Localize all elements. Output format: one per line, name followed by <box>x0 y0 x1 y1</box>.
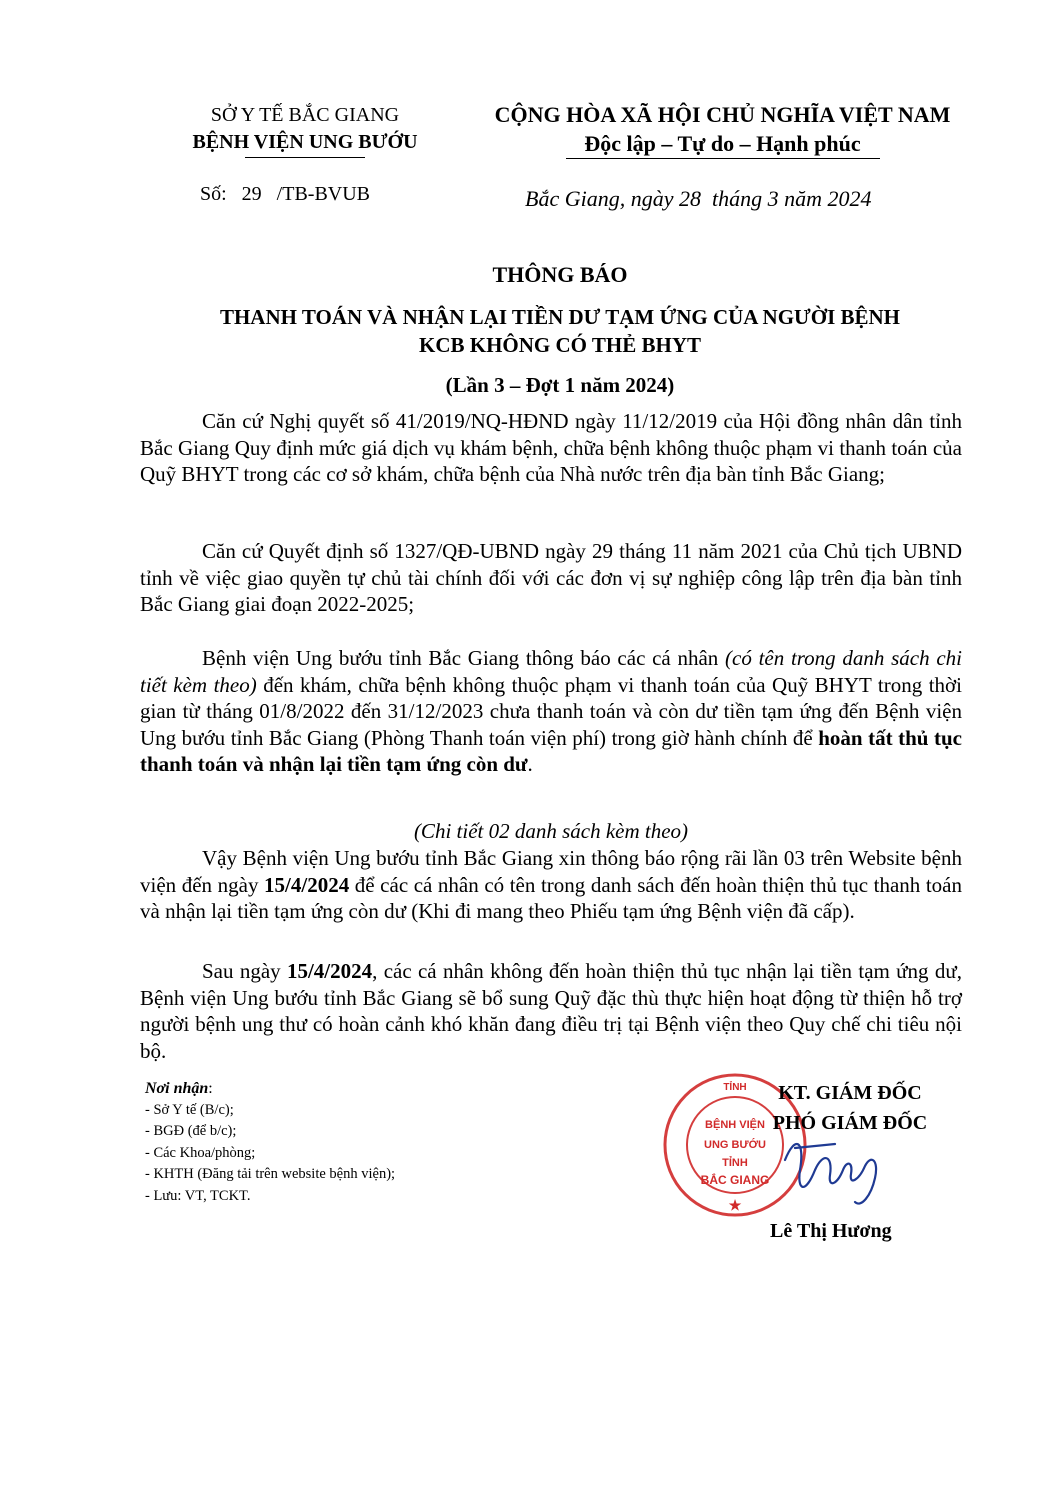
stamp-star: ★ <box>728 1197 742 1213</box>
paragraph-after-deadline <box>140 958 962 1064</box>
recipients-heading <box>145 1078 395 1100</box>
recipient-item: - Sở Y tế (B/c); <box>145 1101 234 1118</box>
motto-underline <box>566 158 880 159</box>
stamp-line-1: BỆNH VIỆN <box>705 1119 765 1131</box>
announce-deadline: 15/4/2024 <box>264 872 350 897</box>
recipient-item: - Các Khoa/phòng; <box>145 1144 256 1161</box>
stamp-top-text: TỈNH <box>723 1082 747 1093</box>
national-header <box>470 100 975 158</box>
signer-name: Lê Thị Hương <box>770 1220 892 1242</box>
after-deadline: 15/4/2024 <box>286 959 373 983</box>
recipient-item: - BGĐ (để b/c); <box>145 1123 237 1139</box>
after-text-b: , các cá nhân không đến hoàn thiện thủ tục nhận lại tiền tạm ứng dư, Bệnh viện Ung bướu tỉnh Bắc Giang sẽ bổ sung Quỹ đặc thù thực hiện hoạt động từ thiện hỗ trợ người bệnh ung thư có hoàn cảnh khó khăn đang điều trị tại Bệnh viện theo Quy chế chi tiêu nội bộ. <box>140 959 962 1063</box>
org-underline <box>245 157 365 158</box>
doc-subtitle-line1: THANH TOÁN VÀ NHẬN LẠI TIỀN DƯ TẠM ỨNG CỦA NGƯỜI BỆNH <box>219 305 901 329</box>
signature-line2: PHÓ GIÁM ĐỐC <box>772 1112 928 1134</box>
signature-title <box>745 1078 955 1138</box>
place-date: Bắc Giang, ngày 28 tháng 3 năm 2024 <box>525 186 872 211</box>
org-header <box>150 102 460 156</box>
recipients-heading-text: Nơi nhận <box>145 1080 209 1097</box>
stamp-line-2: UNG BƯỚU <box>704 1139 766 1151</box>
doc-number: Số: 29 /TB-BVUB <box>200 183 371 205</box>
recipients-colon: : <box>208 1080 213 1097</box>
announce-text-a: Vậy Bệnh viện Ung bướu tỉnh Bắc Giang xin thông báo rộng rãi lần 03 trên Website bệnh viện đến ngày <box>140 846 962 897</box>
signature-line1: KT. GIÁM ĐỐC <box>778 1082 922 1104</box>
org-name: BỆNH VIỆN UNG BƯỚU <box>192 131 418 153</box>
national-motto: Độc lập – Tự do – Hạnh phúc <box>584 131 861 156</box>
doc-subtitle-line2: KCB KHÔNG CÓ THẺ BHYT <box>419 333 701 357</box>
recipient-item: - KHTH (Đăng tải trên website bệnh viện); <box>145 1166 396 1182</box>
paragraph-notice <box>140 645 962 778</box>
handwritten-signature <box>775 1130 905 1210</box>
org-parent: SỞ Y TẾ BẮC GIANG <box>210 104 400 126</box>
notice-text-a: Bệnh viện Ung bướu tỉnh Bắc Giang thông báo các cá nhân <box>202 646 726 670</box>
stamp-line-4: BẮC GIANG <box>700 1173 770 1187</box>
stamp-line-3: TỈNH <box>722 1157 748 1169</box>
notice-italic: (có tên trong danh sách chi tiết kèm theo) <box>140 646 962 697</box>
paragraph-announcement <box>140 845 962 925</box>
after-text-a: Sau ngày <box>202 959 287 983</box>
country-name: CỘNG HÒA XÃ HỘI CHỦ NGHĨA VIỆT NAM <box>494 102 951 127</box>
paragraph-attachment-note: (Chi tiết 02 danh sách kèm theo) <box>413 819 689 843</box>
paragraph-legal-basis-2: Căn cứ Quyết định số 1327/QĐ-UBND ngày 29 tháng 11 năm 2021 của Chủ tịch UBND tỉnh về việc giao quyền tự chủ tài chính đối với các đơn vị sự nghiệp công lập trên địa bàn tỉnh Bắc Giang giai đoạn 2022-2025; <box>140 539 962 616</box>
notice-bold: hoàn tất thủ tục thanh toán và nhận lại tiền tạm ứng còn dư <box>140 725 962 776</box>
announce-text-b: để các cá nhân có tên trong danh sách đến hoàn thiện thủ tục thanh toán và nhận lại tiền tạm ứng còn dư (Khi đi mang theo Phiếu tạm ứng Bệnh viện đã cấp). <box>140 872 963 923</box>
notice-text-b: đến khám, chữa bệnh không thuộc phạm vi thanh toán của Quỹ BHYT trong thời gian từ tháng 01/8/2022 đến 31/12/2023 chưa thanh toán và còn dư tiền tạm ứng đến Bệnh viện Ung bướu tỉnh Bắc Giang (Phòng Thanh toán viện phí) trong giờ hành chính để <box>140 672 963 750</box>
doc-round: (Lần 3 – Đợt 1 năm 2024) <box>445 373 675 397</box>
notice-end: . <box>527 752 533 776</box>
doc-title: THÔNG BÁO <box>492 262 628 287</box>
recipients-block <box>145 1078 395 1207</box>
paragraph-legal-basis-1: Căn cứ Nghị quyết số 41/2019/NQ-HĐND ngày 11/12/2019 của Hội đồng nhân dân tỉnh Bắc Giang Quy định mức giá dịch vụ khám bệnh, chữa bệnh không thuộc phạm vi thanh toán của Quỹ BHYT trong các cơ sở khám, chữa bệnh của Nhà nước trên địa bàn tỉnh Bắc Giang; <box>140 409 962 486</box>
recipient-item: - Lưu: VT, TCKT. <box>145 1187 251 1204</box>
